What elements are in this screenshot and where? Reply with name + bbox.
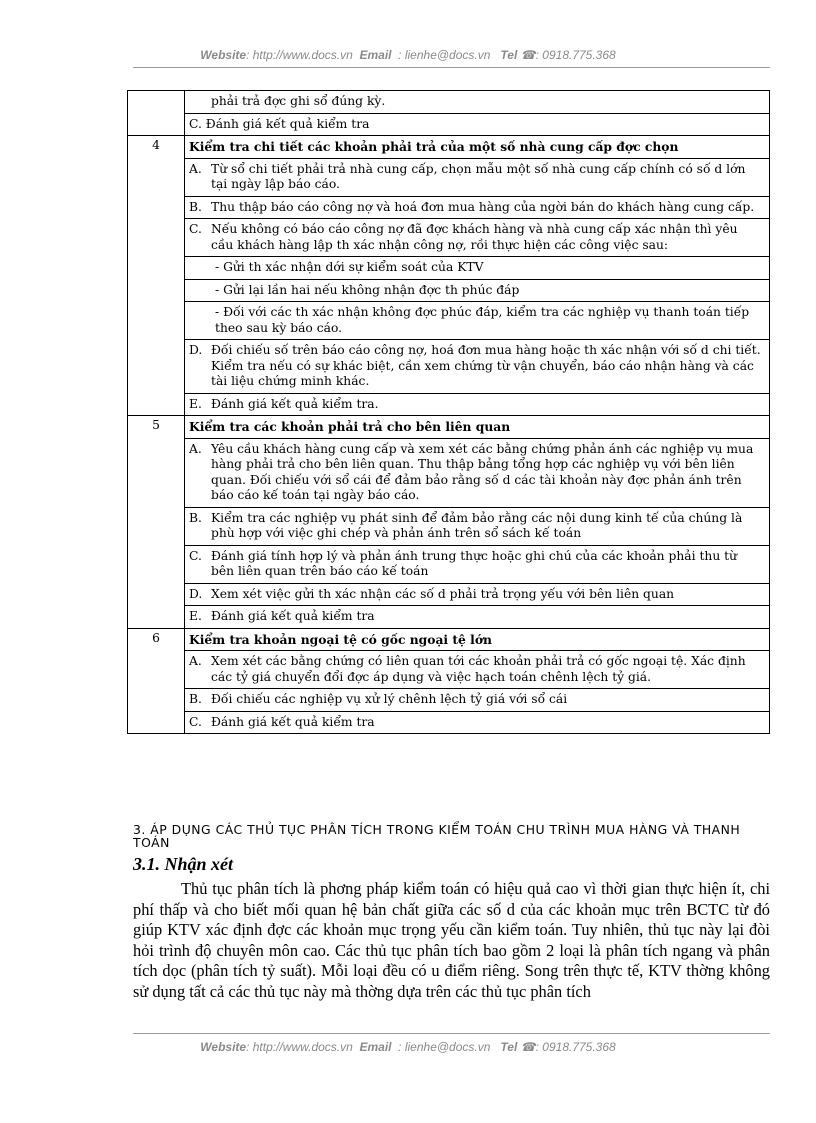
website-value: : http://www.docs.vn [246,48,353,62]
email-value: : lienhe@docs.vn [398,48,491,62]
continued-step [185,114,769,136]
email-label: Email [359,1040,392,1054]
step-d [185,584,769,607]
step-letter: E. [189,396,202,411]
step-text: phải trả đợc ghi sổ đúng kỳ. [211,94,386,108]
step-text: Nếu không có báo cáo công nợ đã đợc khách hàng và nhà cung cấp xác nhận thì yêu cầu khách hàng lập th xác nhận công nợ, rồi thực hiện các công việc sau: [211,222,738,252]
tel-value: : 0918.775.368 [535,48,616,62]
table-row-section-6 [128,628,770,734]
section-title: Kiểm tra các khoản phải trả cho bên liên quan [185,416,769,439]
step-text: Xem xét việc gửi th xác nhận các số d phải trả trọng yếu với bên liên quan [211,586,675,601]
step-c [185,712,769,734]
step-letter: B. [189,510,202,525]
procedure-cell [185,136,770,416]
step-text: Đối chiếu số trên báo cáo công nợ, hoá đơn mua hàng hoặc th xác nhận với số d chi tiết. Kiểm tra nếu có sự khác biệt, cần xem chứng từ vận chuyển, báo cáo nhận hàng và các tài liệu chứng minh khác. [211,343,761,388]
step-letter: A. [189,161,202,176]
step-text: Đối chiếu các nghiệp vụ xử lý chênh lệch tỷ giá với sổ cái [211,692,568,706]
procedure-cell [185,628,770,734]
step-text: Xem xét các bằng chứng có liên quan tới các khoản phải trả có gốc ngoại tệ. Xác định các tỷ giá chuyển đổi đợc áp dụng và việc hạch toán chênh lệch tỷ giá. [211,654,746,684]
step-text: Thu thập báo cáo công nợ và hoá đơn mua hàng của ngời bán do khách hàng cung cấp. [211,199,755,214]
step-text: Đánh giá kết quả kiểm tra [211,609,375,623]
step-letter: A. [189,441,202,456]
tel-label: Tel [500,48,518,62]
website-label: Website [200,1040,247,1054]
website-label: Website [200,48,247,62]
page-footer [0,1040,816,1054]
step-text: Kiểm tra các nghiệp vụ phát sinh để đảm bảo rằng các nội dung kinh tế của chúng là phù hợp với việc ghi chép và phản ánh trên sổ sách kế toán [211,510,743,540]
website-value: : http://www.docs.vn [246,1040,353,1054]
continued-line [185,91,769,114]
step-c [185,546,769,584]
phone-icon: ☎ [520,1040,536,1054]
section-title: Kiểm tra chi tiết các khoản phải trả của một số nhà cung cấp đợc chọn [185,136,769,159]
step-b [185,197,769,220]
tel-value: : 0918.775.368 [535,1040,616,1054]
step-letter: A. [189,654,202,668]
row-number: 6 [128,628,185,734]
section-title: Kiểm tra khoản ngoại tệ có gốc ngoại tệ lớn [185,629,769,652]
step-b [185,508,769,546]
step-c [185,219,769,257]
step-a [185,439,769,508]
audit-procedures-table [127,90,770,734]
step-text: Đánh giá kết quả kiểm tra [211,714,375,729]
section-heading: 3. ÁP DỤNG CÁC THỦ TỤC PHÂN TÍCH TRONG KIỂM TOÁN CHU TRÌNH MUA HÀNG VÀ THANH TOÁN [133,822,741,850]
step-text: Từ sổ chi tiết phải trả nhà cung cấp, chọn mẫu một số nhà cung cấp chính có số d lớn tại ngày lập báo cáo. [211,161,746,191]
sub-step: - Đối với các th xác nhận không đợc phúc đáp, kiểm tra các nghiệp vụ thanh toán tiếp theo sau kỳ báo cáo. [185,302,769,340]
step-e [185,606,769,628]
step-letter: E. [189,609,202,623]
step-text: Yêu cầu khách hàng cung cấp và xem xét các bằng chứng phản ánh các nghiệp vụ mua hàng phải trả cho bên liên quan. Thu thập bảng tổng hợp các nghiệp vụ với bên liên quan. Đối chiếu với sổ cái để đảm bảo rằng số d các tài khoản này đợc phản ánh trên báo cáo kế toán tại ngày báo cáo. [211,441,754,502]
step-e [185,394,769,416]
tel-label: Tel [500,1040,518,1054]
step-a [185,651,769,689]
body-paragraph: Thủ tục phân tích là phơng pháp kiểm toán có hiệu quả cao vì thời gian thực hiện ít, chi phí thấp và cho biết mối quan hệ bản chất giữa các số d của các khoản mục trên BCTC từ đó giúp KTV xác định đợc các khoản mục trọng yếu cần kiểm toán. Tuy nhiên, thủ tục này lại đòi hỏi trình độ chuyên môn cao. Các thủ tục phân tích bao gồm 2 loại là phân tích ngang và phân tích dọc (phân tích tỷ suất). Mỗi loại đều có u điểm riêng. Song trên thực tế, KTV thờng không sử dụng tất cả các thủ tục này mà thờng dựa trên các thủ tục phân tích [133,879,770,1001]
subsection-heading: 3.1. Nhận xét [133,854,234,874]
header-divider [133,67,770,68]
email-value: : lienhe@docs.vn [398,1040,491,1054]
step-text: Đánh giá tính hợp lý và phản ánh trung thực hoặc ghi chú của các khoản phải thu từ bên liên quan trên báo cáo kế toán [211,548,738,578]
sub-step: - Gửi th xác nhận dới sự kiểm soát của KTV [185,257,769,280]
table-row-section-5 [128,416,770,629]
footer-divider [133,1033,770,1034]
step-letter: C. [189,222,202,236]
step-d [185,340,769,394]
row-number: 5 [128,416,185,629]
step-b [185,689,769,712]
row-number: 4 [128,136,185,416]
step-text: C. Đánh giá kết quả kiểm tra [189,116,370,131]
procedure-cell [185,416,770,629]
step-letter: D. [189,343,203,357]
procedure-cell [185,91,770,136]
step-letter: C. [189,714,202,729]
step-a [185,159,769,197]
email-label: Email [359,48,392,62]
step-letter: D. [189,586,203,601]
table-row-continued [128,91,770,136]
step-letter: B. [189,692,202,706]
row-number-cell [128,91,185,136]
step-letter: C. [189,548,202,563]
page-header [0,48,816,62]
sub-step: - Gửi lại lần hai nếu không nhận đợc th phúc đáp [185,280,769,303]
table-row-section-4 [128,136,770,416]
step-text: Đánh giá kết quả kiểm tra. [211,396,379,411]
step-letter: B. [189,199,202,214]
phone-icon: ☎ [520,48,536,62]
